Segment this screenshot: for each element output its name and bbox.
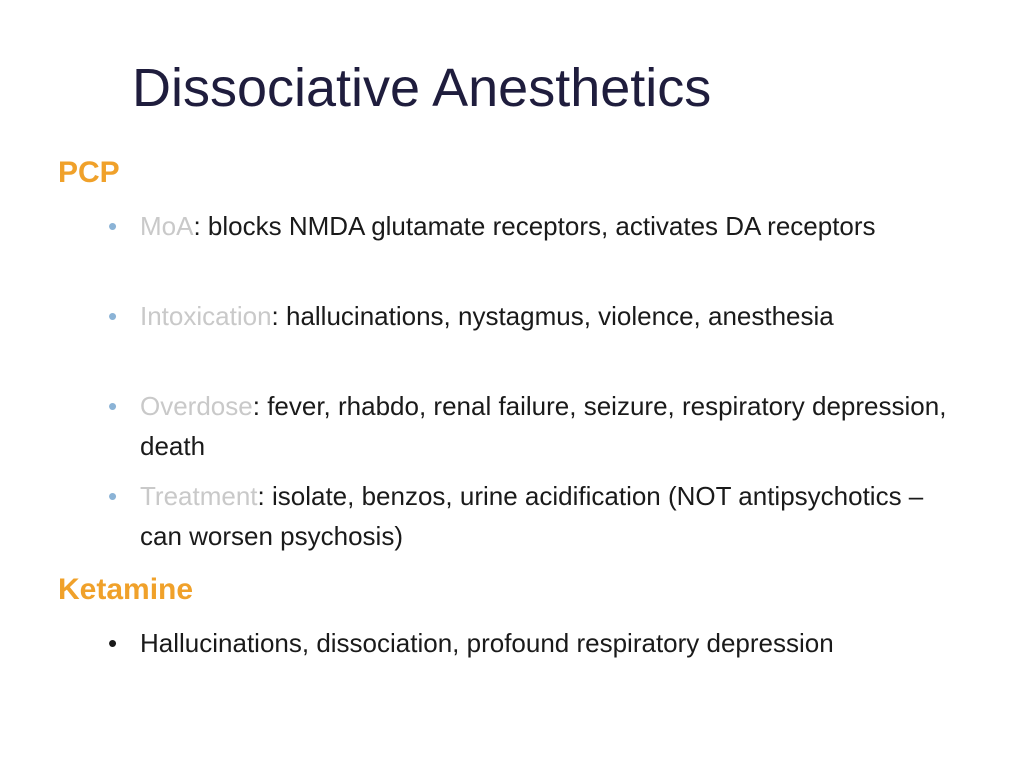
- bullet-intoxication: [108, 296, 968, 336]
- bullet-separator: :: [271, 301, 279, 331]
- bullet-text: [140, 206, 968, 246]
- bullet-term: Overdose: [140, 391, 253, 421]
- bullet-body: blocks NMDA glutamate receptors, activates DA receptors: [200, 211, 876, 241]
- bullet-term: Treatment: [140, 481, 258, 511]
- bullet-separator: :: [193, 211, 201, 241]
- bullet-marker: •: [108, 391, 118, 421]
- bullet-marker: •: [108, 481, 118, 511]
- bullet-text: [140, 296, 968, 336]
- bullet-body: hallucinations, nystagmus, violence, anesthesia: [278, 301, 834, 331]
- bullet-text: [140, 476, 968, 556]
- slide-title: Dissociative Anesthetics: [132, 58, 712, 118]
- bullet-body: isolate, benzos, urine acidification (NOT antipsychotics – can worsen psychosis): [140, 481, 924, 551]
- bullet-overdose: [108, 386, 968, 466]
- bullet-body: Hallucinations, dissociation, profound respiratory depression: [140, 628, 834, 658]
- bullet-text: [140, 386, 968, 466]
- bullet-term: Intoxication: [140, 301, 272, 331]
- bullet-marker: •: [108, 628, 118, 658]
- section-heading-ketamine: Ketamine: [58, 573, 194, 606]
- bullet-separator: :: [257, 481, 265, 511]
- bullet-moa: [108, 206, 968, 246]
- bullet-treatment: [108, 476, 968, 556]
- bullet-term: MoA: [140, 211, 194, 241]
- bullet-separator: :: [252, 391, 260, 421]
- bullet-ketamine-effects: [108, 623, 968, 663]
- bullet-marker: •: [108, 301, 118, 331]
- bullet-body: fever, rhabdo, renal failure, seizure, respiratory depression, death: [140, 391, 947, 461]
- bullet-marker: •: [108, 211, 118, 241]
- section-heading-pcp: PCP: [58, 156, 120, 189]
